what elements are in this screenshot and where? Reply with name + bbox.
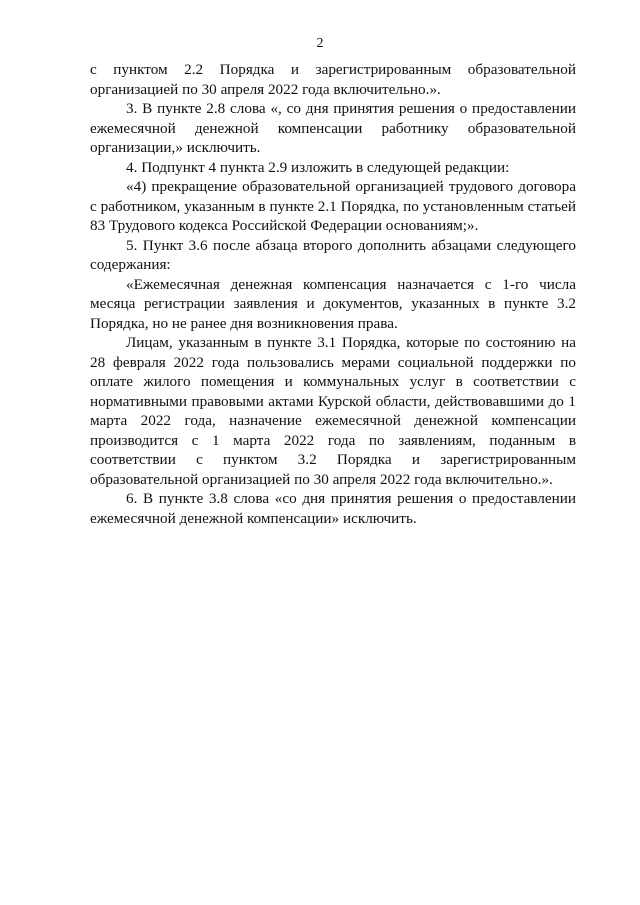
paragraph-item-4: 4. Подпункт 4 пункта 2.9 изложить в следующей редакции:: [126, 158, 510, 176]
paragraph-item-3: 3. В пункте 2.8 слова «, со дня принятия решения о предоставлении ежемесячной денежной компенсации работнику образовательной организации,» исключить.: [90, 100, 576, 156]
paragraph-item-5-text-2: Лицам, указанным в пункте 3.1 Порядка, которые по состоянию на 28 февраля 2022 года пользовались мерами социальной поддержки по оплате жилого помещения и коммунальных услуг в соответствии с нормативными правовыми актами Курской области, действовавшими до 1 марта 2022 года, назначение ежемесячной денежной компенсации производится с 1 марта 2022 года по заявлениям, поданным в соответствии с пунктом 3.2 Порядка и зарегистрированным образовательной организацией по 30 апреля 2022 года включительно.».: [90, 334, 576, 488]
paragraph-item-5: 5. Пункт 3.6 после абзаца второго дополнить абзацами следующего содержания:: [90, 236, 576, 273]
paragraph-item-4-text: «4) прекращение образовательной организацией трудового договора с работником, указанным в пункте 2.1 Порядка, по установленным статьей 83 Трудового кодекса Российской Федерации основаниям;».: [90, 178, 576, 234]
paragraph-item-5-text-1: «Ежемесячная денежная компенсация назначается с 1-го числа месяца регистрации заявления и документов, указанных в пункте 3.2 Порядка, но не ранее дня возникновения права.: [90, 275, 576, 332]
page-number: 2: [316, 36, 324, 51]
paragraph-continuation: с пунктом 2.2 Порядка и зарегистрированным образовательной организацией по 30 апреля 2022 года включительно.».: [90, 61, 576, 98]
paragraph-item-6: 6. В пункте 3.8 слова «со дня принятия решения о предоставлении ежемесячной денежной компенсации» исключить.: [90, 490, 576, 527]
document-body: [90, 60, 576, 528]
